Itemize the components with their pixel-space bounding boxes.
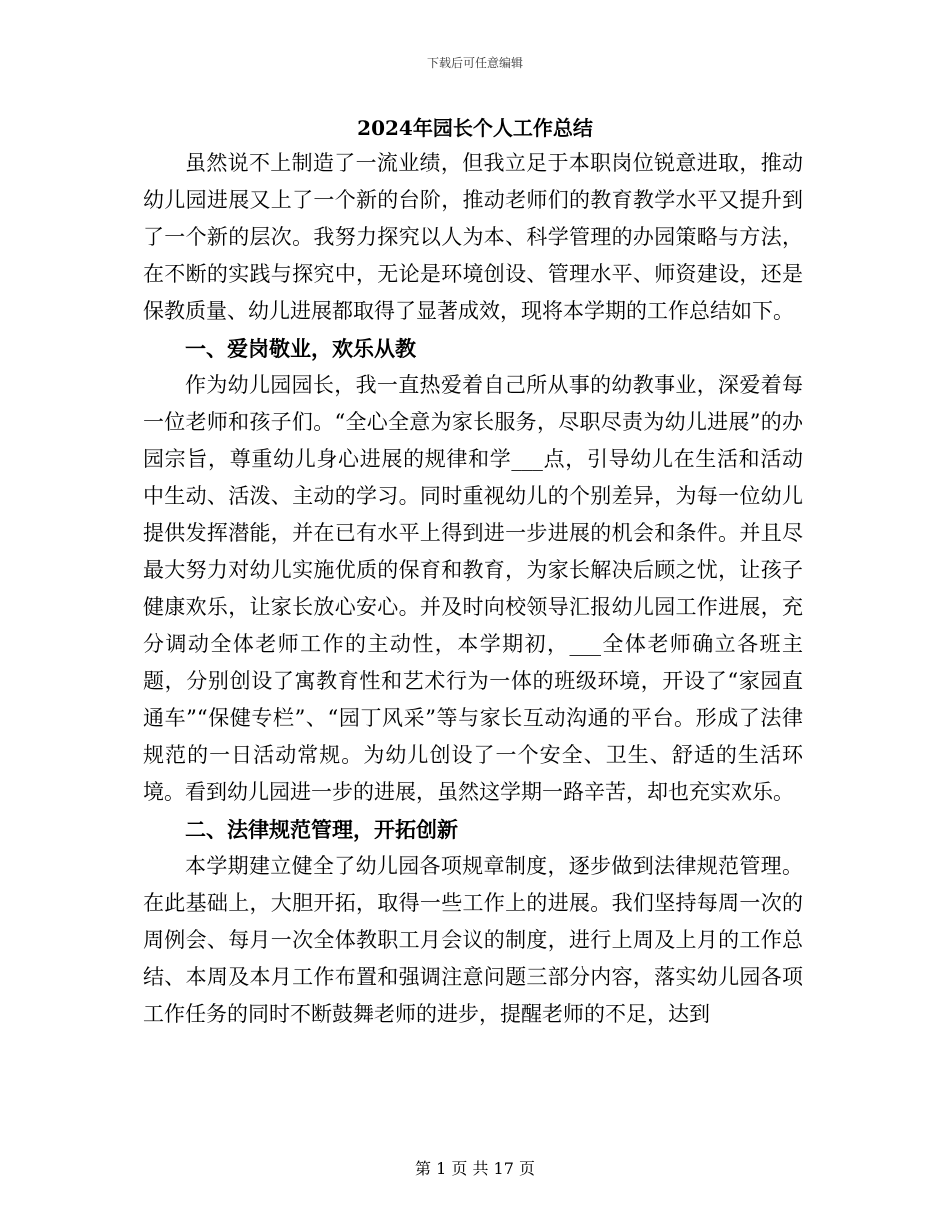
document-title: 2024年园长个人工作总结 <box>357 116 593 140</box>
section-heading-1: 一、爱岗敬业，欢乐从教 <box>185 336 416 361</box>
document-body <box>143 145 803 1033</box>
intro-paragraph: 虽然说不上制造了一流业绩，但我立足于本职岗位锐意进取，推动幼儿园进展又上了一个新的台阶，推动老师们的教育教学水平又提升到了一个新的层次。我努力探究以人为本、科学管理的办园策略与方法，在不断的实践与探究中，无论是环境创设、管理水平、师资建设，还是保教质量、幼儿进展都取得了显著成效，现将本学期的工作总结如下。 <box>143 151 803 323</box>
section-2-paragraph: 本学期建立健全了幼儿园各项规章制度，逐步做到法律规范管理。在此基础上，大胆开拓，取得一些工作上的进展。我们坚持每周一次的周例会、每月一次全体教职工月会议的制度，进行上周及上月的工作总结、本周及本月工作布置和强调注意问题三部分内容，落实幼儿园各项工作任务的同时不断鼓舞老师的进步，提醒老师的不足，达到 <box>143 854 803 1026</box>
page-number-footer: 第 1 页 共 17 页 <box>415 1159 535 1178</box>
header-note: 下载后可任意编辑 <box>426 56 523 70</box>
section-heading-2: 二、法律规范管理，开拓创新 <box>185 817 458 842</box>
section-1-paragraph: 作为幼儿园园长，我一直热爱着自己所从事的幼教事业，深爱着每一位老师和孩子们。“全心全意为家长服务，尽职尽责为幼儿进展”的办园宗旨，尊重幼儿身心进展的规律和学___点，引导幼儿在生活和活动中生动、活泼、主动的学习。同时重视幼儿的个别差异，为每一位幼儿提供发挥潜能，并在已有水平上得到进一步进展的机会和条件。并且尽最大努力对幼儿实施优质的保育和教育，为家长解决后顾之忧，让孩子健康欢乐，让家长放心安心。并及时向校领导汇报幼儿园工作进展，充分调动全体老师工作的主动性，本学期初，___全体老师确立各班主题，分别创设了寓教育性和艺术行为一体的班级环境，开设了“家园直通车”“保健专栏”、“园丁风采”等与家长互动沟通的平台。形成了法律规范的一日活动常规。为幼儿创设了一个安全、卫生、舒适的生活环境。看到幼儿园进一步的进展，虽然这学期一路辛苦，却也充实欢乐。 <box>143 373 803 804</box>
